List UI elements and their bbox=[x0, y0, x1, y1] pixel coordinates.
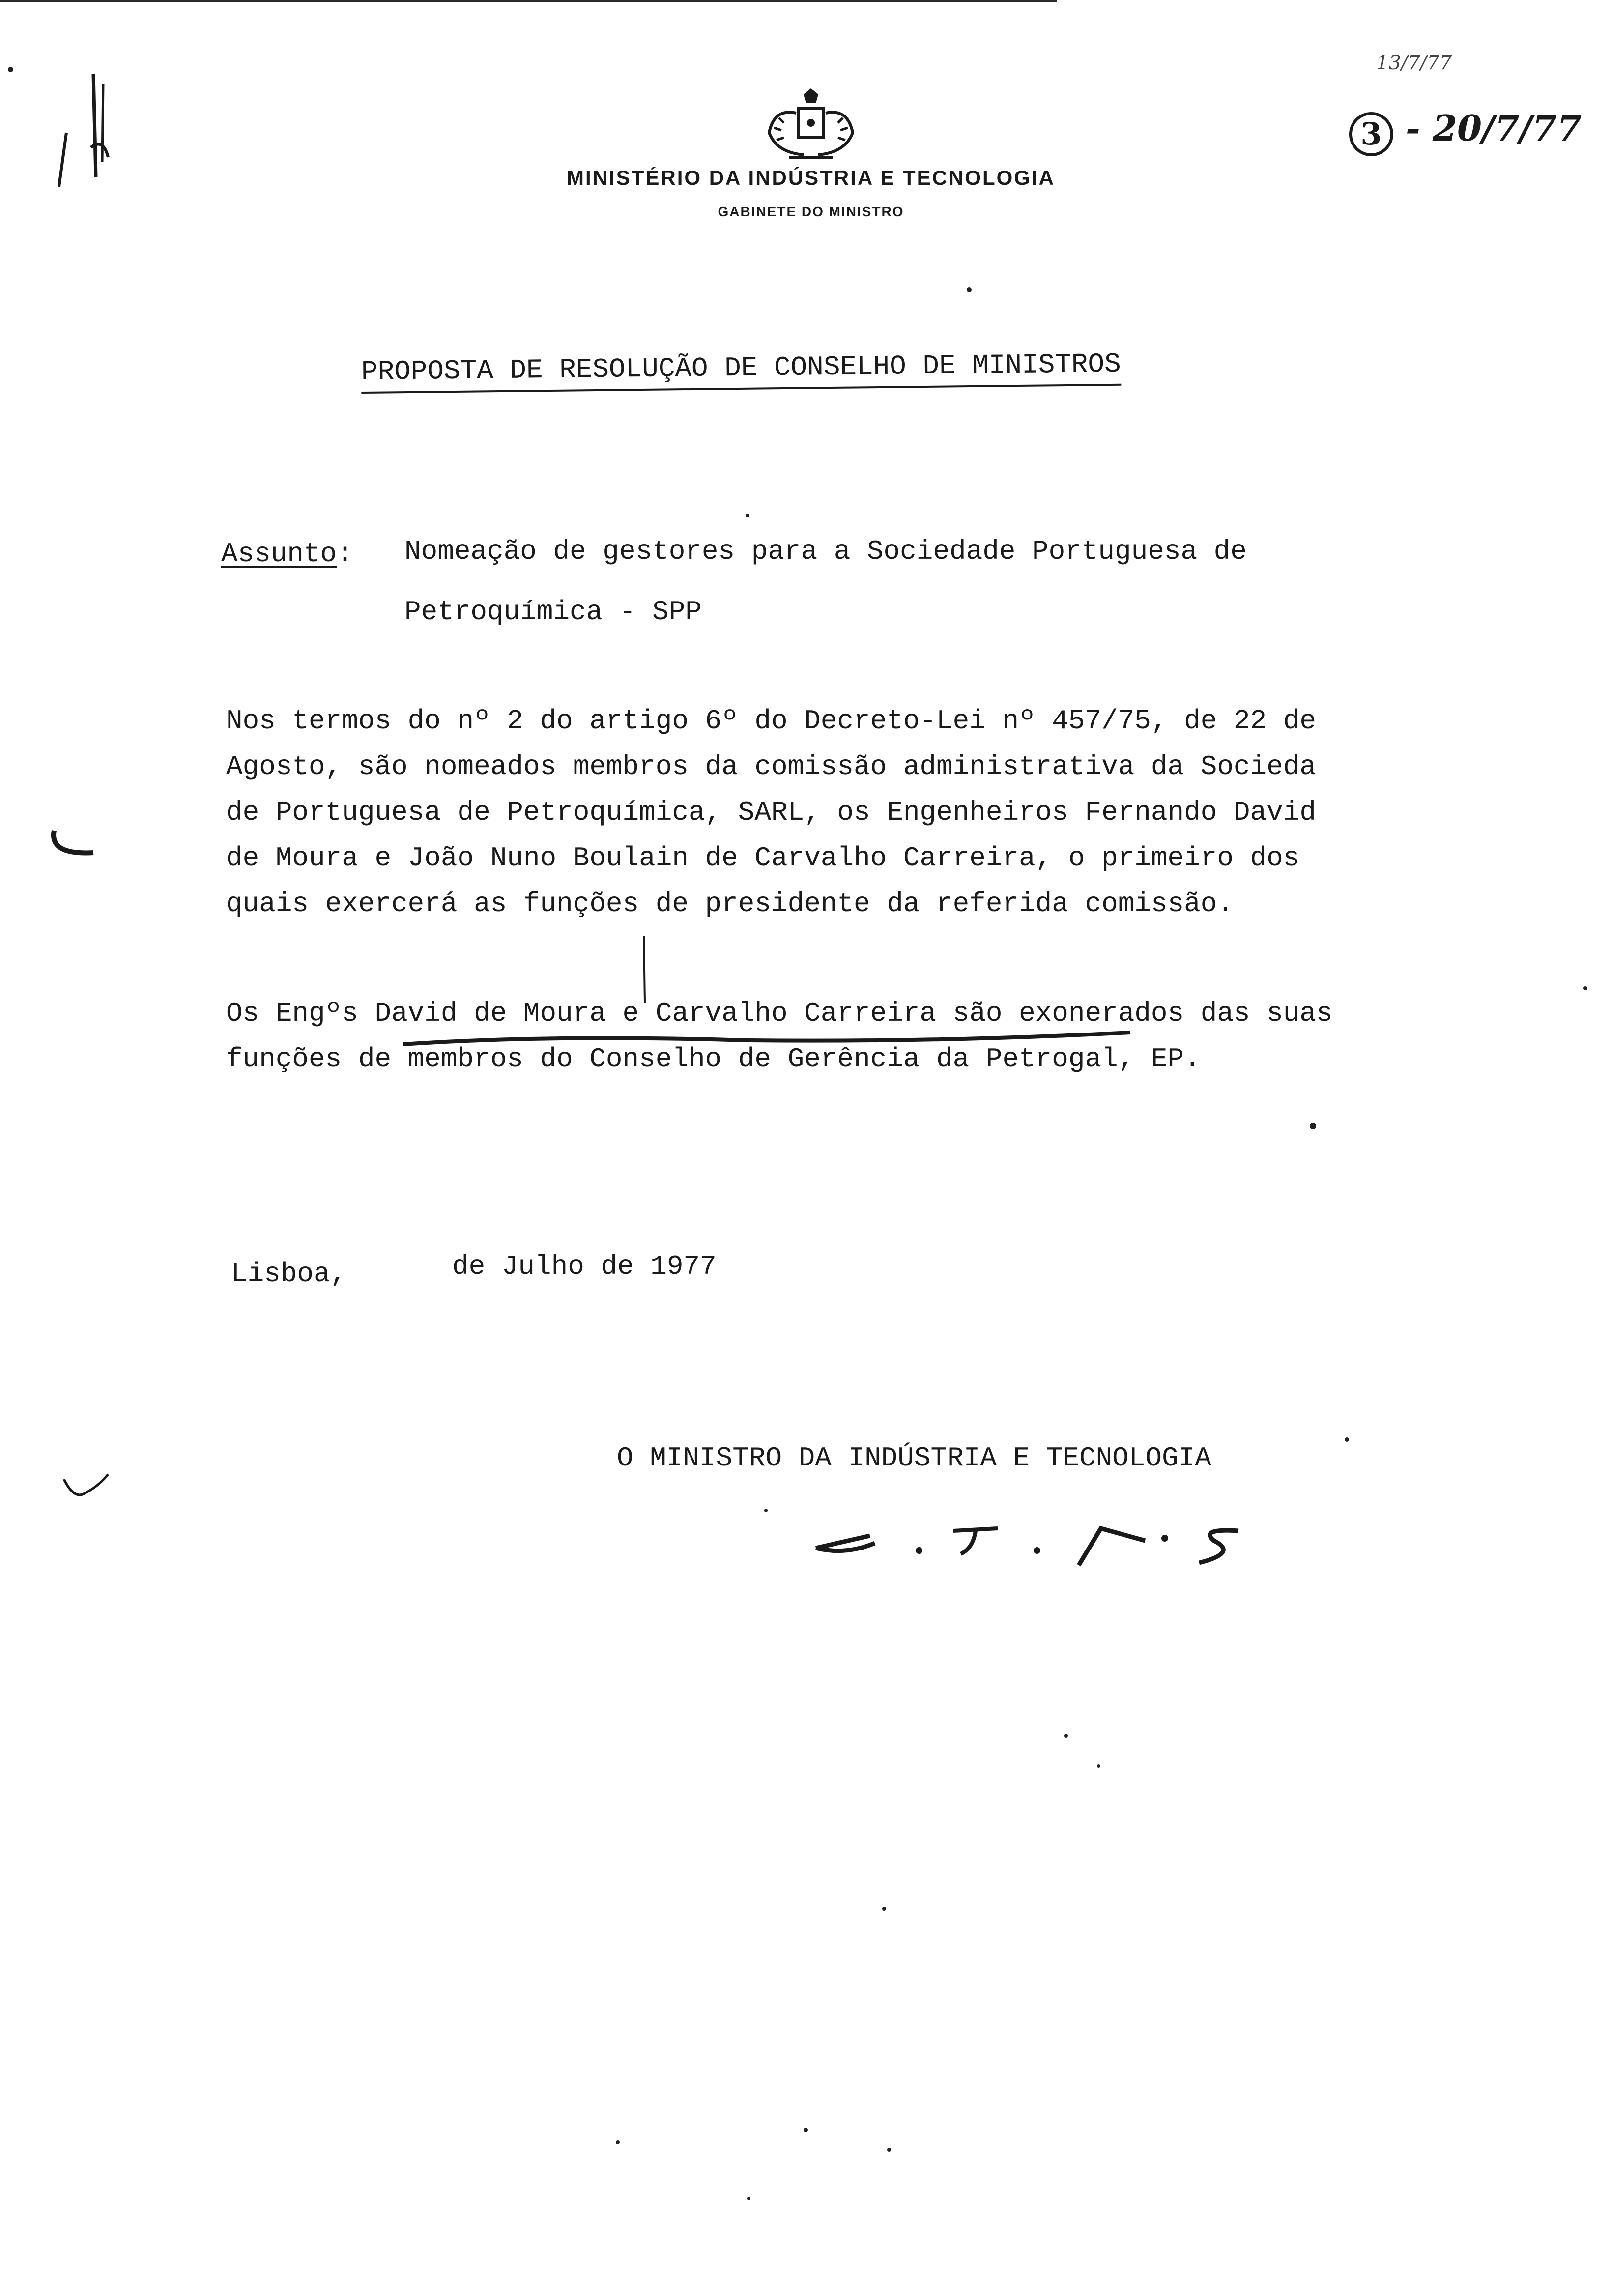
scan-speck bbox=[967, 287, 972, 292]
place: Lisboa, bbox=[231, 1258, 347, 1290]
paragraph-1-line-2: Agosto, são nomeados membros da comissão administrativa da Socieda bbox=[226, 751, 1316, 782]
coat-of-arms-icon bbox=[759, 88, 863, 162]
scan-speck bbox=[747, 2197, 750, 2200]
scan-speck bbox=[8, 67, 13, 72]
cabinet-name: GABINETE DO MINISTRO bbox=[718, 204, 904, 219]
top-rule bbox=[0, 0, 1057, 2]
paragraph-1-line-1: Nos termos do nº 2 do artigo 6º do Decreto-Lei nº 457/75, de 22 de bbox=[226, 705, 1316, 737]
handwritten-date: - 20/7/77 bbox=[1406, 107, 1582, 149]
scan-speck bbox=[616, 2140, 620, 2144]
paragraph-1-line-3: de Portuguesa de Petroquímica, SARL, os Engenheiros Fernando David bbox=[226, 797, 1316, 828]
scan-speck bbox=[746, 514, 749, 517]
scan-speck bbox=[882, 1907, 886, 1911]
scan-speck bbox=[1583, 986, 1587, 990]
document-title: PROPOSTA DE RESOLUÇÃO DE CONSELHO DE MINISTROS bbox=[361, 348, 1122, 394]
handwritten-tick-mark bbox=[639, 936, 649, 1005]
ministry-name: MINISTÉRIO DA INDÚSTRIA E TECNOLOGIA bbox=[567, 166, 1055, 189]
margin-handwriting-icon bbox=[39, 64, 128, 226]
paragraph-1-line-5: quais exercerá as funções de presidente da referida comissão. bbox=[226, 888, 1234, 919]
scan-speck bbox=[1345, 1437, 1349, 1442]
scan-speck bbox=[887, 2148, 891, 2152]
scan-speck bbox=[764, 1509, 768, 1512]
signature-icon bbox=[806, 1509, 1273, 1578]
margin-curve-mark bbox=[44, 826, 103, 865]
subject-line-1: Nomeação de gestores para a Sociedade Portuguesa de bbox=[404, 536, 1247, 567]
date-line: de Julho de 1977 bbox=[452, 1251, 717, 1282]
scan-speck bbox=[804, 2128, 808, 2132]
scan-speck bbox=[1097, 1764, 1100, 1768]
signatory-title: O MINISTRO DA INDÚSTRIA E TECNOLOGIA bbox=[617, 1442, 1211, 1474]
handwritten-underline bbox=[403, 1030, 1140, 1054]
margin-check-mark bbox=[59, 1469, 118, 1504]
paragraph-1-line-4: de Moura e João Nuno Boulain de Carvalho Carreira, o primeiro dos bbox=[226, 842, 1300, 874]
scan-speck bbox=[1064, 1734, 1068, 1738]
paragraph-2-line-1: Os Engºs David de Moura e Carvalho Carreira são exonerados das suas bbox=[226, 998, 1333, 1029]
scan-speck bbox=[1310, 1123, 1316, 1129]
subject-label: Assunto: bbox=[221, 538, 353, 570]
handwritten-circled-number: 3 bbox=[1349, 112, 1393, 156]
paragraph-2-line-2: funções de membros do Conselho de Gerência da Petrogal, EP. bbox=[226, 1043, 1201, 1075]
subject-line-2: Petroquímica - SPP bbox=[404, 596, 702, 628]
handwritten-small-date: 13/7/77 bbox=[1376, 52, 1452, 74]
